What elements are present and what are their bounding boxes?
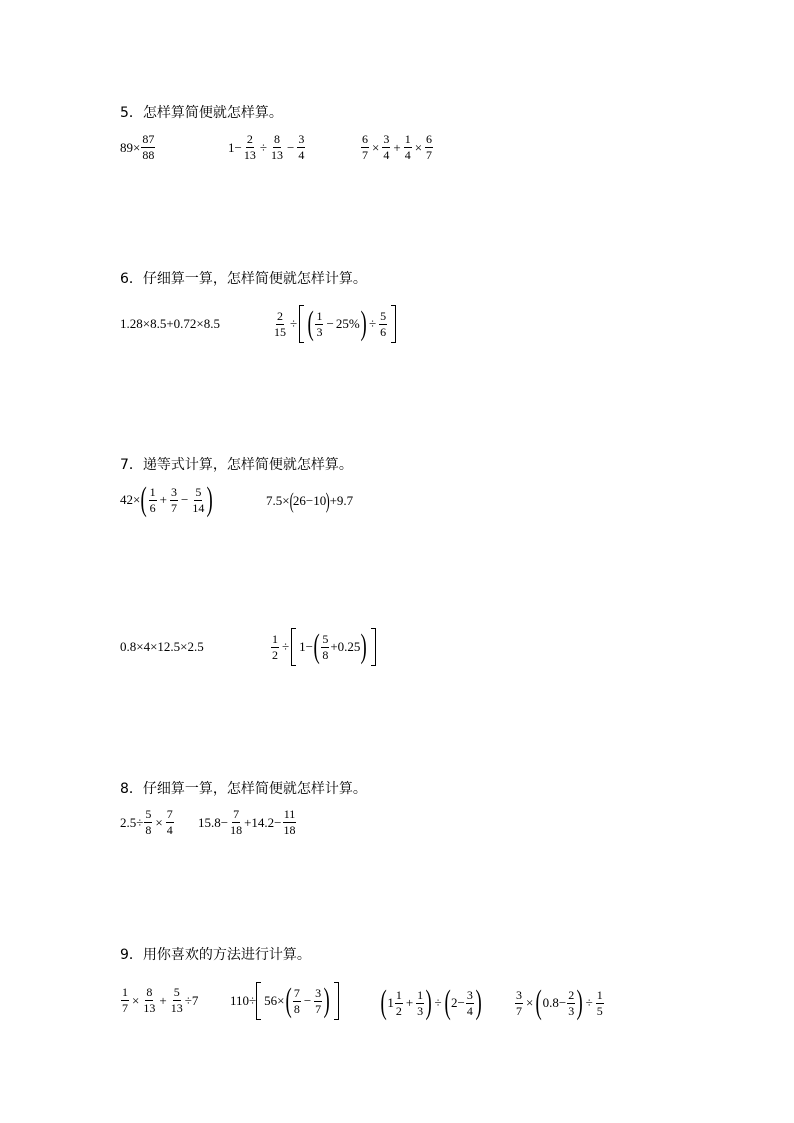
q8-expression-2 xyxy=(198,808,298,837)
fraction xyxy=(297,133,305,162)
numerator: 6 xyxy=(362,132,368,146)
left-paren: ( xyxy=(380,984,387,1021)
operator: − xyxy=(303,993,312,1008)
numerator: 7 xyxy=(293,985,300,1000)
expr-text: 1− xyxy=(228,139,242,155)
fraction xyxy=(382,133,390,162)
fraction xyxy=(271,633,279,662)
expr-text: 0.8− xyxy=(542,995,567,1010)
q7-expression-3 xyxy=(120,639,204,655)
numerator: 2 xyxy=(568,987,575,1002)
denominator: 88 xyxy=(142,148,155,162)
fraction xyxy=(314,987,322,1016)
question-6-title: 6．仔细算一算，怎样简便就怎样计算。 xyxy=(120,271,367,287)
denominator: 14 xyxy=(192,500,205,515)
left-bracket xyxy=(256,982,261,1020)
denominator: 3 xyxy=(568,1003,575,1018)
numerator: 1 xyxy=(122,985,128,999)
numerator: 1 xyxy=(395,987,402,1002)
denominator: 4 xyxy=(466,1003,473,1018)
operator: × xyxy=(372,139,380,155)
denominator: 3 xyxy=(316,324,323,339)
operator: ÷ xyxy=(282,639,290,654)
operator: × xyxy=(414,139,423,155)
left-bracket xyxy=(291,628,296,666)
denominator: 13 xyxy=(143,1001,156,1015)
expr-text: 7.5× xyxy=(266,493,290,508)
expr-text: 0.8×4×12.5×2.5 xyxy=(120,639,204,654)
expr-text: 56× xyxy=(264,993,285,1008)
right-paren: ) xyxy=(206,481,214,518)
right-bracket xyxy=(391,305,396,343)
denominator: 13 xyxy=(243,148,256,162)
numerator: 8 xyxy=(146,985,153,999)
numerator: 3 xyxy=(466,987,473,1002)
fraction xyxy=(273,310,287,339)
operator: ÷ xyxy=(259,139,267,155)
denominator: 13 xyxy=(170,1001,183,1015)
left-bracket xyxy=(299,305,304,343)
denominator: 18 xyxy=(283,823,296,837)
right-bracket xyxy=(334,982,339,1020)
fraction xyxy=(361,133,369,162)
expr-text: +9.7 xyxy=(329,493,354,508)
operator: × xyxy=(526,995,534,1010)
expr-text: 1− xyxy=(299,639,313,654)
fraction xyxy=(144,808,152,837)
q7-expression-2 xyxy=(266,490,353,512)
q9-expression-3 xyxy=(380,986,482,1020)
numerator: 1 xyxy=(404,132,411,146)
numerator: 5 xyxy=(173,985,180,999)
fraction xyxy=(283,808,297,837)
expr-text: 89× xyxy=(120,139,141,155)
q9-expression-1 xyxy=(120,986,198,1015)
numerator: 7 xyxy=(166,807,173,821)
operator: + xyxy=(393,139,401,155)
denominator: 4 xyxy=(298,148,305,162)
fraction xyxy=(243,133,257,162)
denominator: 4 xyxy=(166,823,173,837)
fraction xyxy=(425,133,433,162)
q5-expression-3 xyxy=(360,133,434,162)
operator: ÷ xyxy=(434,995,442,1010)
right-paren: ) xyxy=(425,984,432,1021)
operator: ÷ xyxy=(368,316,377,331)
numerator: 5 xyxy=(322,631,329,646)
numerator: 3 xyxy=(298,132,305,146)
fraction xyxy=(567,989,575,1018)
fraction xyxy=(166,808,174,837)
denominator: 4 xyxy=(383,148,390,162)
operator: − xyxy=(181,492,189,507)
denominator: 8 xyxy=(293,1001,300,1016)
q9-expression-4 xyxy=(514,986,605,1020)
fraction xyxy=(270,133,284,162)
denominator: 7 xyxy=(122,1001,128,1015)
denominator: 15 xyxy=(274,324,286,339)
percent-value: 25% xyxy=(335,316,360,331)
left-paren: ( xyxy=(535,984,543,1021)
q5-expression-1 xyxy=(120,133,156,162)
denominator: 7 xyxy=(315,1001,322,1016)
q7-expression-1 xyxy=(120,483,214,517)
fraction xyxy=(315,310,323,339)
whole-number: 1 xyxy=(387,995,394,1010)
right-paren: ) xyxy=(325,488,330,513)
denominator: 7 xyxy=(426,148,433,162)
fraction xyxy=(293,987,301,1016)
expr-text: 42× xyxy=(120,492,141,507)
numerator: 3 xyxy=(171,484,178,499)
fraction xyxy=(142,986,156,1015)
denominator: 4 xyxy=(404,148,411,162)
denominator: 3 xyxy=(417,1003,424,1018)
left-paren: ( xyxy=(140,481,148,518)
numerator: 3 xyxy=(315,985,322,1000)
right-bracket xyxy=(371,628,376,666)
expr-text: +0.25 xyxy=(330,639,361,654)
question-7-title: 7．递等式计算，怎样简便就怎样算。 xyxy=(120,457,353,473)
expr-text: 26−10 xyxy=(292,493,327,508)
numerator: 7 xyxy=(233,807,240,821)
fraction xyxy=(170,486,178,515)
denominator: 2 xyxy=(272,647,278,662)
operator: − xyxy=(286,139,295,155)
operator: + xyxy=(159,992,167,1008)
denominator: 8 xyxy=(145,823,152,837)
question-5-title: 5．怎样算简便就怎样算。 xyxy=(120,105,283,121)
denominator: 7 xyxy=(171,500,178,515)
right-paren: ) xyxy=(576,984,584,1021)
right-paren: ) xyxy=(360,628,368,665)
fraction xyxy=(141,133,155,162)
expr-text: 2− xyxy=(450,995,465,1010)
right-paren: ) xyxy=(323,982,330,1019)
left-paren: ( xyxy=(285,982,292,1019)
numerator: 2 xyxy=(277,308,283,323)
left-paren: ( xyxy=(444,984,451,1021)
numerator: 8 xyxy=(273,132,280,146)
expr-text: 15.8− xyxy=(198,814,229,830)
fraction xyxy=(596,989,604,1018)
fraction xyxy=(416,989,424,1018)
fraction xyxy=(170,986,184,1015)
right-paren: ) xyxy=(475,984,482,1021)
denominator: 18 xyxy=(230,823,243,837)
q7-expression-4 xyxy=(270,628,376,666)
denominator: 13 xyxy=(270,148,283,162)
operator: + xyxy=(405,995,414,1010)
operator: + xyxy=(159,492,168,507)
operator: × xyxy=(155,814,163,830)
fraction xyxy=(515,989,523,1018)
denominator: 2 xyxy=(395,1003,402,1018)
right-paren: ) xyxy=(360,305,367,342)
numerator: 6 xyxy=(426,132,433,146)
fraction xyxy=(379,310,387,339)
numerator: 1 xyxy=(149,484,156,499)
q5-expression-2 xyxy=(228,133,306,162)
expr-text: ÷7 xyxy=(184,992,199,1008)
numerator: 3 xyxy=(383,132,390,146)
operator: ÷ xyxy=(290,316,298,331)
operator: − xyxy=(326,316,334,331)
question-9-title: 9．用你喜欢的方法进行计算。 xyxy=(120,947,311,963)
fraction xyxy=(466,989,474,1018)
numerator: 1 xyxy=(417,987,424,1002)
q6-expression-2 xyxy=(272,305,396,343)
fraction xyxy=(229,808,243,837)
denominator: 6 xyxy=(149,500,156,515)
denominator: 7 xyxy=(516,1003,522,1018)
denominator: 5 xyxy=(596,1003,603,1018)
q6-expression-1 xyxy=(120,316,220,332)
operator: ÷ xyxy=(585,995,593,1010)
numerator: 1 xyxy=(596,987,603,1002)
fraction xyxy=(404,133,412,162)
expr-text: +14.2− xyxy=(244,814,282,830)
expr-text: 2.5÷ xyxy=(120,814,144,830)
numerator: 1 xyxy=(272,631,278,646)
fraction xyxy=(191,486,205,515)
numerator: 87 xyxy=(142,132,155,146)
expr-text: 110÷ xyxy=(230,993,257,1008)
numerator: 5 xyxy=(145,807,152,821)
fraction xyxy=(121,986,129,1015)
numerator: 2 xyxy=(246,132,253,146)
fraction xyxy=(149,486,157,515)
left-paren: ( xyxy=(307,305,314,342)
question-8-title: 8．仔细算一算，怎样简便就怎样计算。 xyxy=(120,781,367,797)
fraction xyxy=(321,633,329,662)
left-paren: ( xyxy=(289,488,294,513)
denominator: 7 xyxy=(362,148,368,162)
numerator: 11 xyxy=(283,807,296,821)
q9-expression-2 xyxy=(230,982,339,1020)
numerator: 5 xyxy=(380,308,387,323)
expr-text: 1.28×8.5+0.72×8.5 xyxy=(120,316,220,331)
denominator: 8 xyxy=(322,647,329,662)
numerator: 5 xyxy=(195,484,202,499)
operator: × xyxy=(132,992,140,1008)
numerator: 1 xyxy=(316,308,323,323)
numerator: 3 xyxy=(516,987,522,1002)
fraction xyxy=(395,989,403,1018)
denominator: 6 xyxy=(380,324,387,339)
q8-expression-1 xyxy=(120,808,175,837)
left-paren: ( xyxy=(313,628,320,665)
